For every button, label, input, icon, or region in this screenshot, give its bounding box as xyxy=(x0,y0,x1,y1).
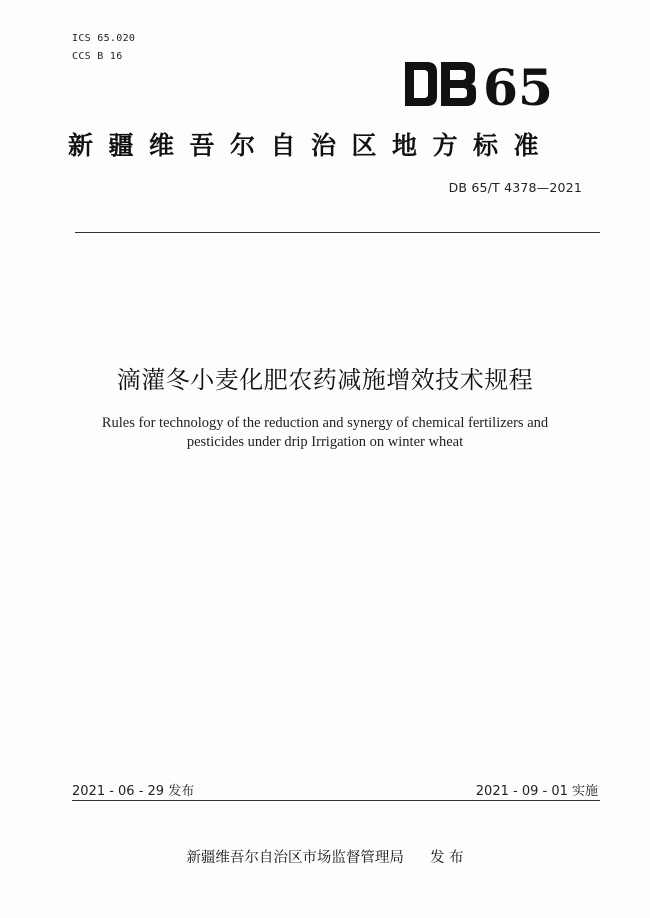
issuer-line xyxy=(0,846,650,867)
issue-word: 发 布 xyxy=(429,850,464,866)
implement-date: 2021 - 09 - 01 实施 xyxy=(475,784,598,799)
header-divider xyxy=(75,232,600,233)
publish-date: 2021 - 06 - 29 发布 xyxy=(72,784,195,799)
issuer-name: 新疆维吾尔自治区市场监督管理局 xyxy=(186,850,404,866)
ccs-code: CCS B 16 xyxy=(72,51,123,62)
ics-code: ICS 65.020 xyxy=(72,33,136,44)
svg-text:65: 65 xyxy=(483,58,553,110)
document-title-en: Rules for technology of the reduction and synergy of chemical fertilizers and pesticides under drip Irrigation on winter wheat xyxy=(101,415,549,450)
db65-logo xyxy=(405,58,555,110)
document-title-cn: 滴灌冬小麦化肥农药减施增效技术规程 xyxy=(116,366,534,394)
footer-divider xyxy=(72,800,600,801)
standard-number: DB 65/T 4378—2021 xyxy=(448,180,582,195)
standard-type-heading: 新疆维吾尔自治区地方标准 xyxy=(68,131,555,160)
